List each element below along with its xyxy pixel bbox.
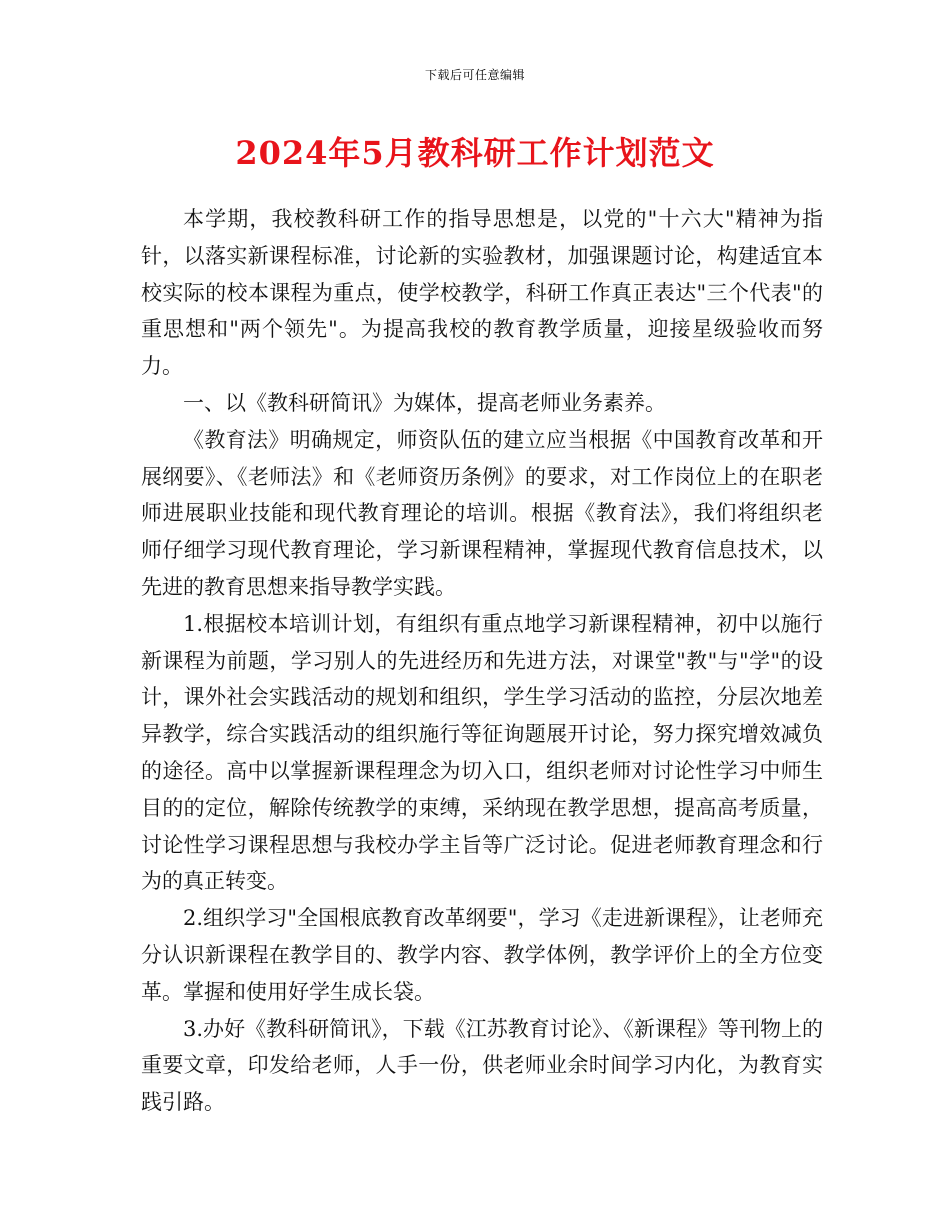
- paragraph: 3.办好《教科研简讯》，下载《江苏教育讨论》、《新课程》等刊物上的重要文章，印发给老师，人手一份，供老师业余时间学习内化，为教育实践引路。: [141, 1016, 823, 1115]
- paragraph: 《教育法》明确规定，师资队伍的建立应当根据《中国教育改革和开展纲要》、《老师法》和《老师资历条例》的要求，对工作岗位上的在职老师进展职业技能和现代教育理论的培训。根据《教育法》，我们将组织老师仔细学习现代教育理论，学习新课程精神，掌握现代教育信息技术，以先进的教育思想来指导教学实践。: [141, 427, 823, 599]
- paragraph: 1.根据校本培训计划，有组织有重点地学习新课程精神，初中以施行新课程为前题，学习别人的先进经历和先进方法，对课堂"教"与"学"的设计，课外社会实践活动的规划和组织，学生学习活动的监控，分层次地差异教学，综合实践活动的组织施行等征询题展开讨论，努力探究增效减负的途径。高中以掌握新课程理念为切入口，组织老师对讨论性学习中师生目的的定位，解除传统教学的束缚，采纳现在教学思想，提高高考质量，讨论性学习课程思想与我校办学主旨等广泛讨论。促进老师教育理念和行为的真正转变。: [141, 611, 823, 894]
- paragraph: 2.组织学习"全国根底教育改革纲要"，学习《走进新课程》，让老师充分认识新课程在教学目的、教学内容、教学体例，教学评价上的全方位变革。掌握和使用好学生成长袋。: [141, 906, 823, 1004]
- paragraph: 本学期，我校教科研工作的指导思想是，以党的"十六大"精神为指针，以落实新课程标准，讨论新的实验教材，加强课题讨论，构建适宜本校实际的校本课程为重点，使学校教学，科研工作真正表达"三个代表"的重思想和"两个领先"。为提高我校的教育教学质量，迎接星级验收而努力。: [141, 207, 823, 379]
- header-note: 下载后可任意编辑: [424, 68, 525, 82]
- document-body: [141, 201, 823, 1121]
- document-title: 2024年5月教科研工作计划范文: [235, 134, 715, 172]
- section-heading: 一、以《教科研简讯》为媒体，提高老师业务素养。: [183, 390, 666, 415]
